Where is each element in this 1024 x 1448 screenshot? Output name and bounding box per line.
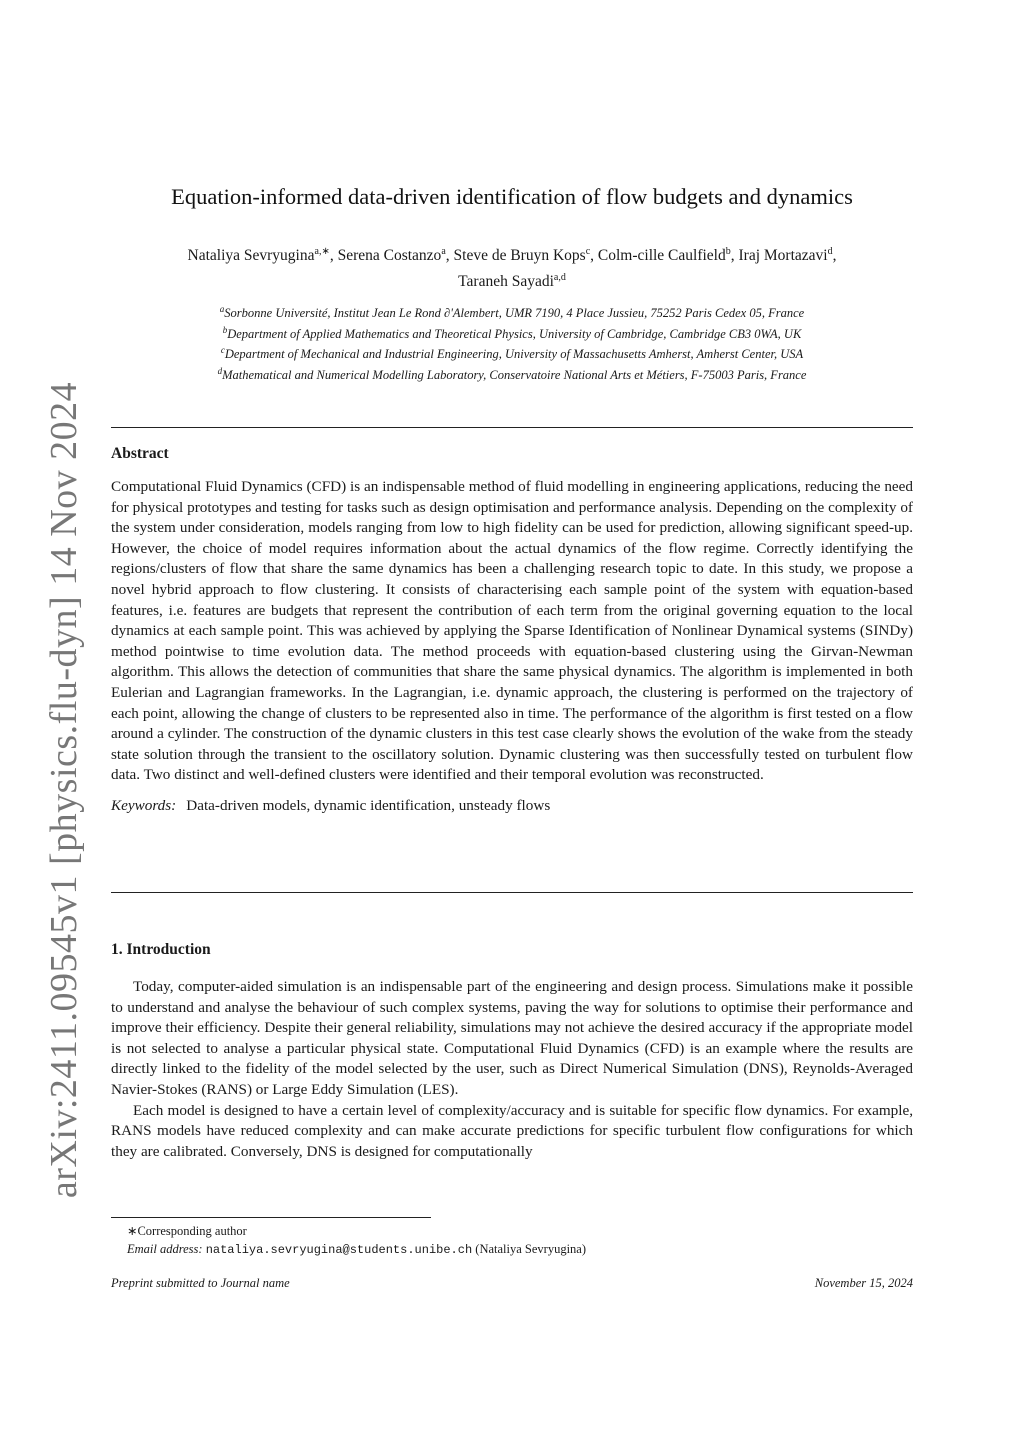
affiliations — [95, 301, 929, 384]
email-link[interactable]: nataliya.sevryugina@students.unibe.ch — [205, 1243, 473, 1257]
affiliation: $^a$Sorbonne Université, Institut Jean Le Rond ∂'Alembert, UMR 7190, 4 Place Jussieu, 75252 Paris Cedex 05, France — [219, 304, 805, 321]
author: Serena Costanzo$^a$ — [337, 246, 446, 265]
author: Nataliya Sevryugina$^{a,∗}$ — [187, 246, 330, 265]
author: Iraj Mortazavi$^d$ — [738, 246, 833, 265]
paragraph: Today, computer-aided simulation is an indispensable part of the engineering and design process. Simulations make it possible to understand and analyse the behaviour of such complex systems, paving the way for solutions to optimise their performance and improve their efficiency. Despite their general reliability, simulations may not achieve the desired accuracy if the appropriate model is not selected to analyse a particular physical state. Computational Fluid Dynamics (CFD) is an example where the results are directly linked to the fidelity of the model selected by the user, such as Direct Numerical Simulation (DNS), Reynolds-Averaged Navier-Stokes (RANS) or Large Eddy Simulation (LES). — [111, 978, 913, 1098]
footnote-rule — [111, 1217, 431, 1218]
abstract-section — [111, 445, 913, 817]
abstract-heading: Abstract — [111, 445, 169, 462]
affiliation: $^d$Mathematical and Numerical Modelling Laboratory, Conservatoire National Arts et Métiers, F-75003 Paris, France — [217, 365, 807, 383]
footer-journal: Preprint submitted to Journal name — [111, 1276, 290, 1290]
corresponding-author-note: ∗Corresponding author — [127, 1224, 247, 1238]
page-footer — [111, 1276, 913, 1291]
abstract-text: Computational Fluid Dynamics (CFD) is an indispensable method of fluid modelling in engineering applications, reducing the need for physical prototypes and testing for tasks such as design optimisation and performance analysis. Depending on the complexity of the system under consideration, models ranging from low to high fidelity can be used for prediction, allowing significant speed-up. However, the choice of model requires information about the actual dynamics of the flow regime. Correctly identifying the regions/clusters of flow that share the same dynamics has been a challenging research topic to date. In this study, we propose a novel hybrid approach to flow clustering. It consists of characterising each sample point of the system with equation-based features, i.e. features are budgets that represent the contribution of each term from the original governing equation to the local dynamics at each sample point. This was achieved by applying the Sparse Identification of Nonlinear Dynamical systems (SINDy) method pointwise to time evolution data. The method proceeds with equation-based clustering using the Girvan-Newman algorithm. This allows the detection of communities that share the same physical dynamics. The algorithm is implemented in both Eulerian and Lagrangian frameworks. In the Lagrangian, i.e. dynamic approach, the clustering is performed on the trajectory of each point, allowing the change of clusters to be represented also in time. The performance of the algorithm is first tested on a flow around a cylinder. The construction of the dynamic clusters in this test case clearly shows the evolution of the wake from the steady state solution through the transient to the oscillatory solution. Dynamic clustering was then successfully tested on turbulent flow data. Two distinct and well-defined clusters were identified and their temporal evolution was reconstructed. — [111, 478, 913, 784]
abstract-bottom-rule — [111, 892, 913, 893]
affiliation: $^c$Department of Mechanical and Industrial Engineering, University of Massachusetts Amherst, Amherst Center, USA — [220, 345, 804, 362]
abstract-top-rule — [111, 427, 913, 428]
footnote — [111, 1222, 913, 1259]
keywords-label: Keywords: — [111, 796, 177, 814]
author-list: Nataliya Sevryugina$^{a,∗}$, Serena Costanzo$^a$, Steve de Bruyn Kops$^c$, Colm-cille Caulfield$^b$, Iraj Mortazavi$^d$, Taraneh Sayadi$^{a,d}$ — [187, 246, 837, 291]
keywords — [111, 796, 913, 817]
introduction-heading: 1. Introduction — [111, 941, 211, 958]
introduction-body — [111, 977, 913, 1162]
affiliation: $^b$Department of Applied Mathematics and Theoretical Physics, University of Cambridge, Cambridge CB3 0WA, UK — [222, 324, 802, 341]
arxiv-identifier: arXiv:2411.09545v1 [physics.flu-dyn] 14 Nov 2024 — [43, 381, 85, 1199]
author: Steve de Bruyn Kops$^c$ — [453, 246, 591, 265]
email-note: Email address: nataliya.sevryugina@students.unibe.ch (Nataliya Sevryugina) — [127, 1242, 587, 1257]
footer-date: November 15, 2024 — [814, 1276, 913, 1290]
paper-title: Equation-informed data-driven identification of flow budgets and dynamics — [171, 184, 853, 209]
author: Taraneh Sayadi$^{a,d}$ — [458, 272, 566, 291]
introduction-section — [111, 941, 913, 1162]
paragraph: Each model is designed to have a certain level of complexity/accuracy and is suitable for specific flow dynamics. For example, RANS models have reduced complexity and can make accurate predictions for specific turbulent flow configurations for which they are calibrated. Conversely, DNS is designed for computationally — [111, 1101, 913, 1160]
keywords-text: Data-driven models, dynamic identification, unsteady flows — [186, 796, 551, 814]
author: Colm-cille Caulfield$^b$ — [597, 246, 731, 265]
